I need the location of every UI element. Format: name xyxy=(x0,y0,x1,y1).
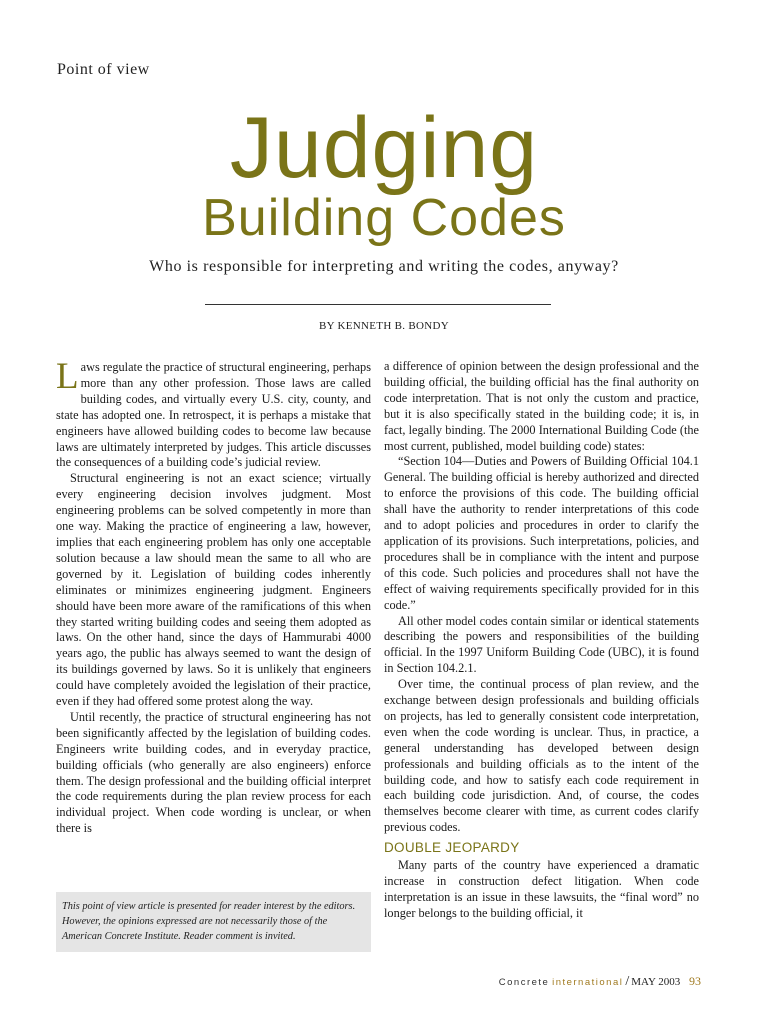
byline: BY KENNETH B. BONDY xyxy=(319,320,449,332)
footer-issue: MAY 2003 xyxy=(631,976,681,988)
paragraph: Structural engineering is not an exact science; virtually every engineering decision involves judgment. Most engineering problems can be solved competently in more than one way. Making the practice of engineering a law, however, implies that each engineering problem has only one acceptable solution because a law should mean the same to all who are governed by it. Legislation of building codes inherently eliminates or minimizes engineering judgment. Engineers should have been more aware of the ramifications of this when they started writing building codes and seeing them adopted as laws. On the other hand, since the days of Hammurabi 4000 years ago, the public has always seemed to want the design of its buildings governed by laws. So it is unlikely that engineers could have completely avoided the legislation of their practice, even if they had offered some protest along the way. xyxy=(56,471,371,709)
section-heading: DOUBLE JEOPARDY xyxy=(384,840,520,856)
footer-brand-concrete: Concrete xyxy=(498,977,550,988)
paragraph: Many parts of the country have experienced a dramatic increase in construction defect litigation. When code interpretation is an issue in these lawsuits, the “final word” no longer belongs to the building official, it xyxy=(384,858,699,920)
article-title-line2: Building Codes xyxy=(202,189,566,247)
left-column xyxy=(56,356,371,837)
paragraph xyxy=(56,356,371,471)
paragraph: All other model codes contain similar or identical statements describing the powers and responsibilities of the building official. In the 1997 Uniform Building Code (UBC), it is found in Section 104.2.1. xyxy=(384,613,699,676)
right-column xyxy=(384,359,699,922)
drop-cap: L xyxy=(56,356,79,397)
section-kicker: Point of view xyxy=(57,61,150,78)
article-title-line1: Judging xyxy=(229,100,539,196)
paragraph: “Section 104—Duties and Powers of Building Official 104.1 General. The building official is hereby authorized and directed to enforce the provisions of this code. The building official shall have the authority to render interpretations of this code and to adopt policies and procedures in order to clarify the application of its provisions. Such interpretations, policies, and procedures shall be in compliance with the intent and purpose of this code. Such policies and procedures shall not have the effect of waiving requirements specifically provided for in this code.” xyxy=(384,454,699,612)
page-footer xyxy=(499,974,701,990)
page-number: 93 xyxy=(689,974,701,988)
paragraph: Until recently, the practice of structural engineering has not been significantly affected by the legislation of building codes. Engineers write building codes, and in everyday practice, building officials (who generally are also engineers) enforce them. The design professional and the building official interpret the code requirements during the plan review process for each individual project. When code wording is unclear, or when there is xyxy=(56,709,371,836)
editor-note-text: This point of view article is presented for reader interest by the editors. However, the opinions expressed are not necessarily those of the American Concrete Institute. Reader comment is invited. xyxy=(62,901,356,942)
title-divider xyxy=(205,304,551,305)
paragraph: a difference of opinion between the design professional and the building official, the building official has the final authority on code interpretation. That is not only the custom and practice, but it is also specifically stated in the building code; it is, in fact, legally binding. The 2000 International Building Code (the most current, published, model building code) states: xyxy=(384,359,699,453)
article-subtitle: Who is responsible for interpreting and writing the codes, anyway? xyxy=(149,258,619,275)
footer-brand-international: international xyxy=(552,977,624,988)
footer-slash: / xyxy=(625,974,630,989)
paragraph-text: aws regulate the practice of structural engineering, perhaps more than any other profession. Those laws are called building codes, and virtually every U.S. city, county, and state has adopted one. In retrospect, it is perhaps a mistake that engineers have allowed building codes to become law because laws are ultimately interpreted by judges. This article discusses the consequences of a building code’s judicial review. xyxy=(56,360,371,470)
paragraph: Over time, the continual process of plan review, and the exchange between design professionals and building officials on projects, has led to generally consistent code interpretation, even when the code wording is unclear. Thus, in practice, a general understanding has developed between design professionals and building officials as to the intent of the building code, and how to satisfy each code requirement in each building code jurisdiction. And, of course, the codes themselves become clearer with time, as current codes clarify previous codes. xyxy=(384,677,699,835)
